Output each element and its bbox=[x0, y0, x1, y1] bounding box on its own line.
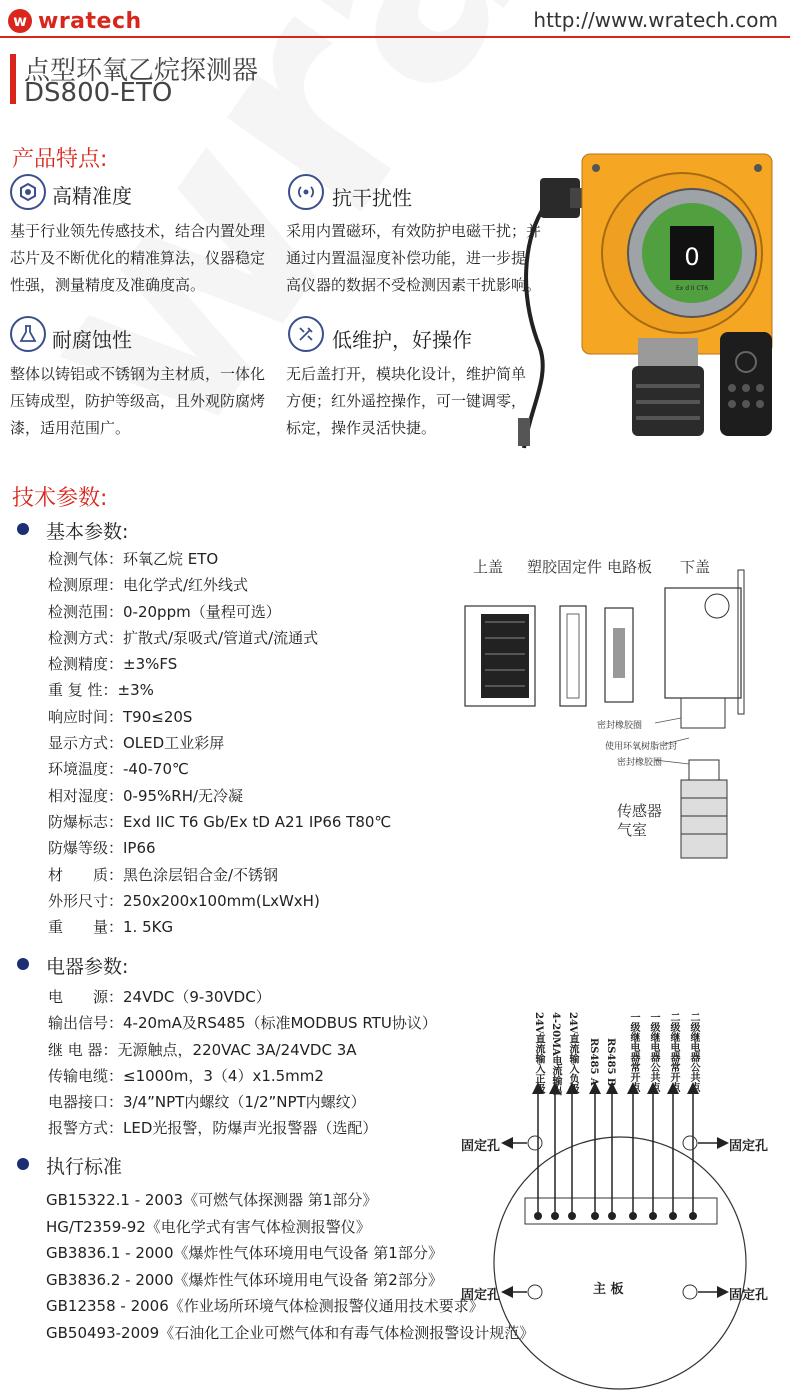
diagram-label: 塑胶固定件 bbox=[527, 558, 603, 576]
wiring-drawing bbox=[455, 1008, 785, 1396]
feature-title: 耐腐蚀性 bbox=[52, 328, 132, 352]
device-display-mark: Ex d II CT6 bbox=[675, 285, 709, 292]
diagram-label: 电路板 bbox=[607, 558, 653, 576]
param-row: 响应时间：T90≤20S bbox=[48, 707, 193, 726]
param-row: 报警方式：LED光报警，防爆声光报警器（选配） bbox=[48, 1119, 378, 1138]
fix-hole-label: 固定孔 bbox=[461, 1139, 501, 1154]
logo-mark: w bbox=[8, 9, 32, 33]
header-divider bbox=[0, 36, 790, 38]
param-row: 电 源：24VDC（9-30VDC） bbox=[48, 988, 271, 1006]
terminal-label: RS485 A bbox=[588, 1038, 599, 1086]
param-row: 材 质：黑色涂层铝合金/不锈钢 bbox=[48, 865, 279, 884]
standard-row: GB3836.2 - 2000《爆炸性气体环境用电气设备 第2部分》 bbox=[46, 1270, 443, 1289]
fix-hole-label: 固定孔 bbox=[729, 1139, 769, 1154]
basic-params-list bbox=[48, 546, 391, 940]
param-row: 防爆等级：IP66 bbox=[48, 839, 156, 858]
param-row: 继 电 器：无源触点，220VAC 3A/24VDC 3A bbox=[48, 1040, 357, 1059]
terminal-label: 一级继电器公共点 bbox=[648, 1012, 659, 1092]
chamber-label: 气室 bbox=[617, 821, 648, 839]
terminal-label: 一级继电器常开点 bbox=[628, 1012, 639, 1092]
feature-title: 抗干扰性 bbox=[332, 186, 412, 210]
seal-label: 密封橡胶圈 bbox=[597, 721, 643, 731]
param-row: 电器接口：3/4”NPT内螺纹（1/2”NPT内螺纹） bbox=[48, 1093, 366, 1112]
product-model: DS800-ETO bbox=[24, 78, 173, 108]
tech-heading: 技术参数: bbox=[12, 486, 108, 511]
seal-label: 使用环氧树脂密封 bbox=[605, 742, 678, 752]
param-row: 防爆标志：Exd IIC T6 Gb/Ex tD A21 IP66 T80℃ bbox=[48, 812, 392, 831]
tools-icon bbox=[288, 316, 324, 352]
param-row: 重 复 性：±3% bbox=[48, 681, 154, 700]
electric-params-title: 电器参数: bbox=[46, 956, 129, 978]
website-url[interactable]: http://www.wratech.com bbox=[533, 8, 778, 32]
cpu-icon bbox=[10, 174, 46, 210]
product-title: 点型环氧乙烷探测器 bbox=[24, 56, 259, 86]
terminal-label: RS485 B bbox=[605, 1038, 616, 1087]
param-row: 检测气体：环氧乙烷 ETO bbox=[48, 550, 219, 568]
param-row: 检测原理：电化学式/红外线式 bbox=[48, 576, 249, 595]
param-row: 检测范围：0-20ppm（量程可选） bbox=[48, 602, 281, 621]
fix-hole-label: 固定孔 bbox=[461, 1288, 501, 1303]
terminal-label: 二级继电器常开点 bbox=[668, 1012, 679, 1092]
device-display-value: 0 bbox=[684, 243, 700, 271]
bullet-icon bbox=[17, 958, 29, 970]
param-row: 检测精度：±3%FS bbox=[48, 655, 178, 674]
product-photo bbox=[510, 148, 790, 458]
standard-row: GB15322.1 - 2003《可燃气体探测器 第1部分》 bbox=[46, 1191, 378, 1209]
seal-label: 密封橡胶圈 bbox=[617, 758, 663, 768]
standard-row: GB50493-2009《石油化工企业可燃气体和有毒气体检测报警设计规范》 bbox=[46, 1323, 535, 1342]
feature-desc: 采用内置磁环，有效防护电磁干扰；并 通过内置温湿度补偿功能，进一步提 高仪器的数据不受检测因素干扰影响。 bbox=[286, 222, 542, 294]
feature-desc: 基于行业领先传感技术，结合内置处理 芯片及不断优化的精准算法，仪器稳定 性强，测量精度及准确度高。 bbox=[10, 222, 266, 294]
wiring-diagram bbox=[455, 1008, 785, 1396]
standard-row: HG/T2359-92《电化学式有害气体检测报警仪》 bbox=[46, 1217, 371, 1236]
terminal-label: 二级继电器公共点 bbox=[688, 1012, 699, 1092]
features-heading: 产品特点: bbox=[12, 147, 108, 172]
title-accent-bar bbox=[10, 54, 16, 104]
param-row: 相对湿度：0-95%RH/无冷凝 bbox=[48, 786, 244, 805]
terminal-label: 4-20MA电流输出 bbox=[550, 1012, 561, 1096]
signal-icon bbox=[288, 174, 324, 210]
feature-desc: 整体以铸铝或不锈钢为主材质，一体化 压铸成型，防护等级高，且外观防腐烤 漆，适用范围广。 bbox=[10, 365, 266, 437]
standard-row: GB12358 - 2006《作业场所环境气体检测报警仪通用技术要求》 bbox=[46, 1297, 484, 1315]
chamber-label: 传感器 bbox=[617, 802, 663, 820]
param-row: 检测方式：扩散式/泵吸式/管道式/流通式 bbox=[48, 628, 319, 647]
param-row: 环境温度：-40-70℃ bbox=[48, 760, 189, 779]
basic-params-title: 基本参数: bbox=[46, 521, 129, 543]
logo[interactable] bbox=[8, 8, 180, 34]
feature-desc: 无后盖打开，模块化设计，维护简单 方便；红外遥控操作，可一键调零， 标定，操作灵活快捷。 bbox=[286, 365, 527, 437]
standard-row: GB3836.1 - 2000《爆炸性气体环境用电气设备 第1部分》 bbox=[46, 1244, 443, 1262]
logo-text: wratech bbox=[38, 8, 142, 34]
feature-title: 高精准度 bbox=[52, 184, 132, 208]
param-row: 输出信号：4-20mA及RS485（标准MODBUS RTU协议） bbox=[48, 1014, 437, 1033]
param-row: 显示方式：OLED工业彩屏 bbox=[48, 734, 225, 753]
param-row: 传输电缆：≤1000m，3（4）x1.5mm2 bbox=[48, 1066, 324, 1085]
terminal-label: 24V直流输入正极 bbox=[533, 1012, 544, 1094]
flask-icon bbox=[10, 316, 46, 352]
feature-title: 低维护，好操作 bbox=[332, 328, 472, 352]
standards-title: 执行标准 bbox=[46, 1156, 123, 1178]
terminal-label: 24V直流输入负极 bbox=[567, 1012, 578, 1094]
main-board-label: 主 板 bbox=[593, 1282, 624, 1297]
electric-params-list bbox=[48, 984, 437, 1142]
exploded-diagram bbox=[455, 548, 785, 878]
bullet-icon bbox=[17, 1158, 29, 1170]
param-row: 重 量：1. 5KG bbox=[48, 918, 174, 937]
param-row: 外形尺寸：250x200x100mm(LxWxH) bbox=[48, 891, 320, 910]
diagram-label: 下盖 bbox=[680, 558, 711, 576]
fix-hole-label: 固定孔 bbox=[729, 1288, 769, 1303]
diagram-label: 上盖 bbox=[473, 558, 504, 576]
bullet-icon bbox=[17, 523, 29, 535]
